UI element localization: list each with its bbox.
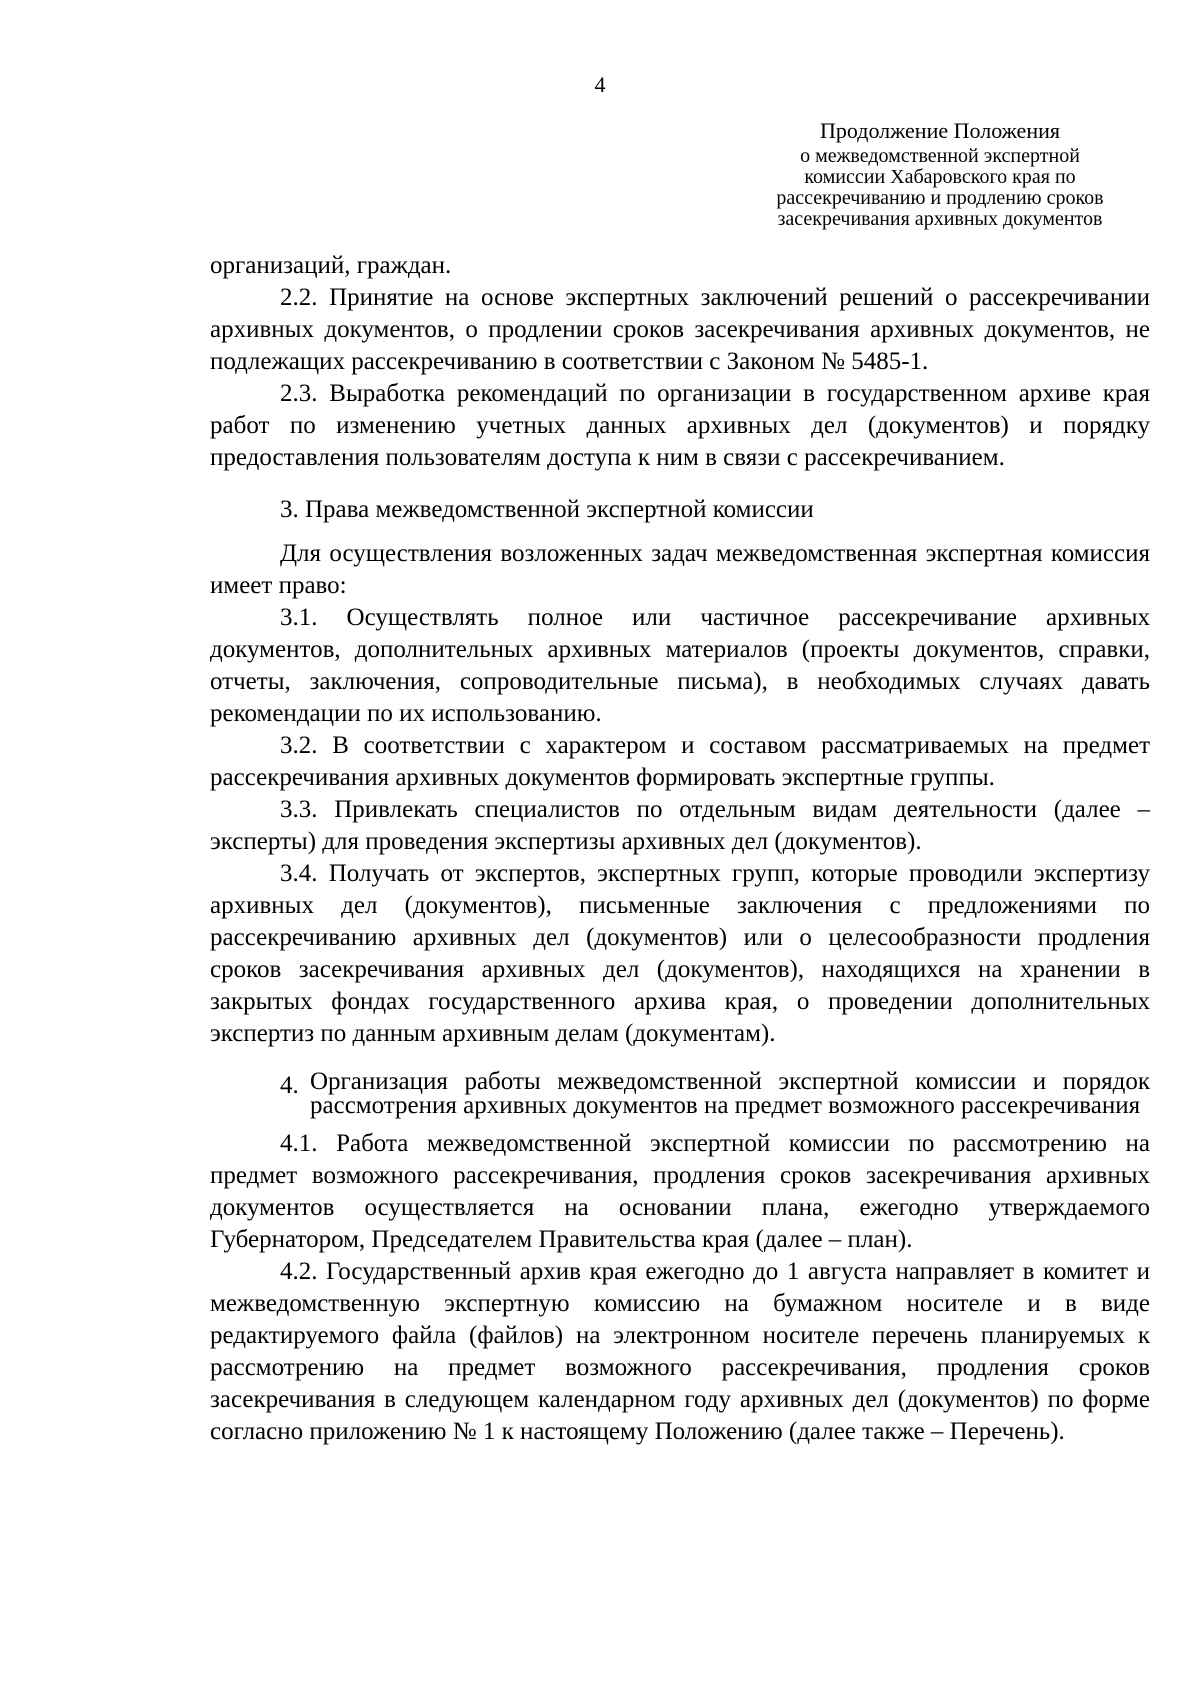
paragraph-3-4: 3.4. Получать от экспертов, экспертных групп, которые проводили экспертизу архивных дел (документов), письменные заключения с предложениями по рассекречиванию архивных дел (документов) или о целесообразности продления сроков засекречивания архивных дел (документов), находящихся на хранении в закрытых фондах государственного архива края, о проведении дополнительных экспертиз по данным архивным делам (документам). (210, 860, 1150, 1047)
paragraph-3-1: 3.1. Осуществлять полное или частичное рассекречивание архивных документов, дополнительных архивных материалов (проекты документов, справки, отчеты, заключения, сопроводительные письма), в необходимых случаях давать рекомендации по их использованию. (210, 604, 1150, 727)
section-4-title: Организация работы межведомственной экспертной комиссии и порядок рассмотрения архивных документов на предмет возможного рассекречивания (310, 1068, 1150, 1119)
header-line: комиссии Хабаровского края по (804, 166, 1076, 188)
page-number: 4 (594, 72, 606, 97)
header-line: о межведомственной экспертной (800, 145, 1080, 167)
paragraph-2-2: 2.2. Принятие на основе экспертных заключений решений о рассекречивании архивных документов, о продлении сроков засекречивания архивных документов, не подлежащих рассекречиванию в соответствии с Законом № 5485-1. (210, 284, 1150, 375)
section-4-heading (280, 1070, 1150, 1118)
paragraph-2-3: 2.3. Выработка рекомендаций по организации в государственном архиве края работ по изменению учетных данных архивных дел (документов) и порядку предоставления пользователям доступа к ним в связи с рассекречиванием. (210, 380, 1150, 471)
section-4-number: 4. (280, 1072, 299, 1099)
header-line: засекречивания архивных документов (777, 208, 1103, 230)
header-title: Продолжение Положения (820, 118, 1060, 143)
document-body (210, 250, 1150, 1448)
header-line: рассекречиванию и продлению сроков (776, 187, 1104, 209)
paragraph-continuation: организаций, граждан. (210, 252, 452, 279)
paragraph-3-2: 3.2. В соответствии с характером и составом рассматриваемых на предмет рассекречивания архивных документов формировать экспертные группы. (210, 732, 1150, 791)
section-3-heading: 3. Права межведомственной экспертной комиссии (280, 496, 814, 523)
paragraph-3-intro: Для осуществления возложенных задач межведомственная экспертная комиссия имеет право: (210, 540, 1150, 599)
paragraph-4-1: 4.1. Работа межведомственной экспертной комиссии по рассмотрению на предмет возможного рассекречивания, продления сроков засекречивания архивных документов осуществляется на основании плана, ежегодно утверждаемого Губернатором, Председателем Правительства края (далее – план). (210, 1130, 1150, 1253)
paragraph-4-2: 4.2. Государственный архив края ежегодно до 1 августа направляет в комитет и межведомственную экспертную комиссию на бумажном носителе и в виде редактируемого файла (файлов) на электронном носителе перечень планируемых к рассмотрению на предмет возможного рассекречивания, продления сроков засекречивания в следующем календарном году архивных дел (документов) по форме согласно приложению № 1 к настоящему Положению (далее также – Перечень). (210, 1258, 1150, 1445)
paragraph-3-3: 3.3. Привлекать специалистов по отдельным видам деятельности (далее – эксперты) для проведения экспертизы архивных дел (документов). (210, 796, 1150, 855)
document-header (740, 118, 1140, 230)
